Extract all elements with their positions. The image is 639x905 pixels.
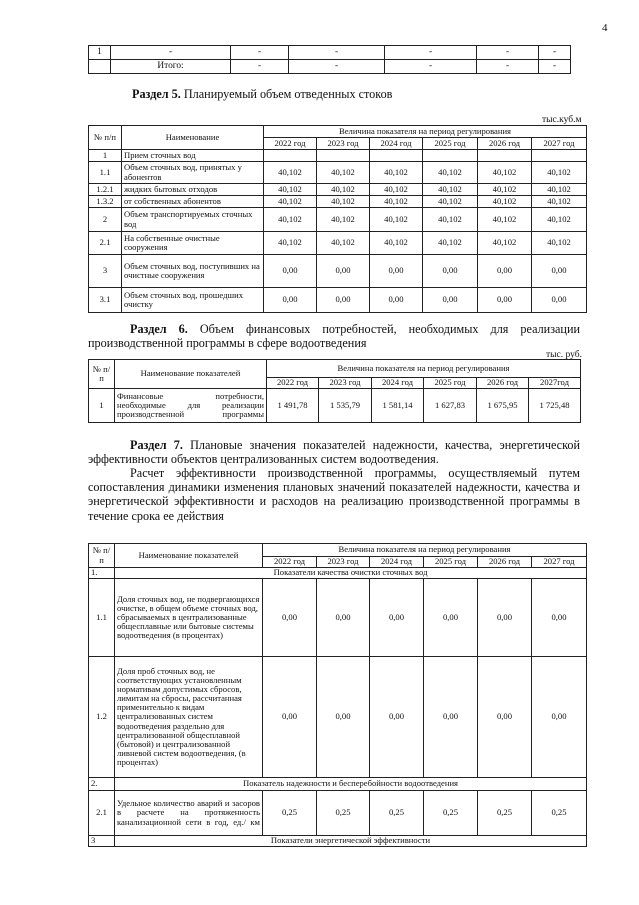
value-cell: 0,00 (532, 288, 587, 313)
value-cell: 40,102 (532, 196, 587, 208)
value-cell: 0,00 (478, 288, 532, 313)
row-name: Объем сточных вод, прошедших очистку (122, 288, 264, 313)
row-number: 1.3.2 (89, 196, 122, 208)
value-cell (317, 150, 370, 162)
value-cell: 0,25 (370, 791, 424, 836)
value-cell: 1 725,48 (529, 389, 581, 423)
value-cell: 0,00 (370, 255, 423, 288)
value-cell (532, 150, 587, 162)
top-continuation-table (88, 45, 571, 74)
value-cell: 0,00 (370, 288, 423, 313)
value-cell: 0,00 (264, 288, 317, 313)
row-number: 1 (89, 46, 111, 60)
year-header: 2025 год (424, 557, 478, 568)
row-name: Объем транспортируемых сточных вод (122, 208, 264, 232)
value-cell: 1 675,95 (477, 389, 529, 423)
value-cell: 40,102 (423, 232, 478, 255)
header-name: Наименование показателей (115, 544, 263, 568)
year-header: 2026 год (477, 378, 529, 389)
row-name: Объем сточных вод, поступивших на очистные сооружения (122, 255, 264, 288)
group-row (89, 836, 587, 847)
year-header: 2024 год (370, 138, 423, 150)
page-number: 4 (602, 22, 608, 34)
group-title: Показатели качества очистки сточных вод (115, 568, 587, 579)
value-cell: 0,00 (424, 657, 478, 778)
row-name: от собственных абонентов (122, 196, 264, 208)
header-num: № п/п (89, 544, 115, 568)
section7-table (88, 543, 587, 847)
group-row (89, 568, 587, 579)
section7-paragraph: Расчет эффективности производственной программы, осуществляемый путем сопоставления динамики изменения плановых значений показателей надежности, качества и энергетической эффективности и расходов на реализацию производственной программы в течение срока ее действия (88, 466, 580, 523)
year-header: 2024 год (370, 557, 424, 568)
value-cell: - (231, 46, 289, 60)
value-cell: 0,00 (532, 657, 587, 778)
value-cell: 1 491,78 (267, 389, 319, 423)
year-header: 2022 год (264, 138, 317, 150)
value-cell: 0,00 (317, 288, 370, 313)
section6-heading (88, 322, 580, 350)
value-cell: - (385, 46, 477, 60)
table-row (89, 196, 587, 208)
row-name: Финансовые потребности, необходимые для реализации производственной программы (115, 389, 267, 423)
value-cell: 40,102 (423, 196, 478, 208)
table-row (89, 791, 587, 836)
row-number: 3.1 (89, 288, 122, 313)
header-num: № п/п (89, 360, 115, 389)
value-cell: 0,00 (478, 255, 532, 288)
row-name: Объем сточных вод, принятых у абонентов (122, 162, 264, 184)
row-number: 2.1 (89, 232, 122, 255)
value-cell: - (289, 60, 385, 74)
value-cell (478, 150, 532, 162)
value-cell: 0,00 (263, 579, 317, 657)
section5-heading (132, 87, 392, 101)
value-cell: 40,102 (264, 208, 317, 232)
year-header: 2027год (529, 378, 581, 389)
value-cell: 0,00 (423, 288, 478, 313)
value-cell: 40,102 (264, 196, 317, 208)
value-cell: 0,00 (317, 255, 370, 288)
value-cell: 40,102 (532, 184, 587, 196)
value-cell: 0,00 (478, 657, 532, 778)
year-header: 2023 год (317, 557, 370, 568)
table-row (89, 232, 587, 255)
value-cell: 40,102 (264, 232, 317, 255)
value-cell: 40,102 (478, 162, 532, 184)
value-cell: 40,102 (264, 162, 317, 184)
header-num: № п/п (89, 126, 122, 150)
row-number: 1.2 (89, 657, 115, 778)
row-name: - (111, 46, 231, 60)
value-cell: 40,102 (370, 232, 423, 255)
value-cell: 40,102 (478, 196, 532, 208)
section5-title: Планируемый объем отведенных стоков (183, 87, 393, 101)
year-header: 2022 год (263, 557, 317, 568)
value-cell: 1 535,79 (319, 389, 372, 423)
header-name: Наименование показателей (115, 360, 267, 389)
value-cell: 0,00 (264, 255, 317, 288)
value-cell: 40,102 (478, 184, 532, 196)
value-cell: 0,00 (424, 579, 478, 657)
value-cell: 0,25 (424, 791, 478, 836)
value-cell: 40,102 (532, 208, 587, 232)
section7-title: Плановые значения показателей надежности, качества, энергетической эффективности объектов централизованных систем водоотведения. (88, 438, 580, 467)
value-cell: 0,00 (317, 657, 370, 778)
row-name: Доля проб сточных вод, не соответствующих установленным нормативам допустимых сбросов, лимитам на сбросы, рассчитанная применительно к видам централизованных систем водоотведения раздельно для централизованной общесплавной (бытовой) и централизованной ливневой систем водоотведения, (в процентах) (115, 657, 263, 778)
group-row (89, 778, 587, 791)
value-cell: 40,102 (264, 184, 317, 196)
value-cell: - (477, 60, 539, 74)
value-cell: 40,102 (532, 162, 587, 184)
value-cell: - (477, 46, 539, 60)
value-cell: 0,25 (317, 791, 370, 836)
value-cell: 1 627,83 (424, 389, 477, 423)
group-number: 1. (89, 568, 115, 579)
value-cell: 40,102 (423, 184, 478, 196)
row-number: 2 (89, 208, 122, 232)
year-header: 2023 год (317, 138, 370, 150)
section5-table (88, 125, 587, 313)
value-cell: 40,102 (370, 184, 423, 196)
table-row (89, 46, 571, 60)
group-number: 2. (89, 778, 115, 791)
header-period: Величина показателя на период регулирования (264, 126, 587, 138)
value-cell: - (289, 46, 385, 60)
table-row (89, 208, 587, 232)
year-header: 2026 год (478, 138, 532, 150)
table-row (89, 184, 587, 196)
year-header: 2027 год (532, 138, 587, 150)
value-cell: 0,00 (532, 579, 587, 657)
value-cell: 40,102 (317, 208, 370, 232)
section6-unit: тыс. руб. (546, 350, 582, 360)
table-row (89, 389, 581, 423)
row-name: Доля сточных вод, не подвергающихся очистке, в общем объеме сточных вод, сбрасываемых в централизованные общесплавные или бытовые системы водоотведения (в процентах) (115, 579, 263, 657)
year-header: 2022 год (267, 378, 319, 389)
group-title: Показатели энергетической эффективности (115, 836, 587, 847)
section6-label: Раздел 6. (130, 322, 188, 336)
table-row (89, 162, 587, 184)
year-header: 2026 год (478, 557, 532, 568)
row-number: 1 (89, 150, 122, 162)
header-period: Величина показателя на период регулирования (263, 544, 587, 557)
value-cell: 40,102 (370, 162, 423, 184)
header-name: Наименование (122, 126, 264, 150)
value-cell: - (385, 60, 477, 74)
row-number: 1.1 (89, 162, 122, 184)
total-label: Итого: (111, 60, 231, 74)
value-cell: 0,00 (478, 579, 532, 657)
value-cell: 0,00 (370, 579, 424, 657)
value-cell: 40,102 (423, 208, 478, 232)
value-cell: 40,102 (317, 232, 370, 255)
group-title: Показатель надежности и бесперебойности водоотведения (115, 778, 587, 791)
row-number: 1 (89, 389, 115, 423)
year-header: 2024 год (372, 378, 424, 389)
value-cell: - (231, 60, 289, 74)
section7-label: Раздел 7. (130, 438, 183, 452)
table-row (89, 150, 587, 162)
value-cell: 40,102 (317, 196, 370, 208)
row-name: Прием сточных вод (122, 150, 264, 162)
value-cell: 40,102 (370, 208, 423, 232)
value-cell: 0,25 (532, 791, 587, 836)
value-cell: 0,25 (263, 791, 317, 836)
value-cell: 0,00 (370, 657, 424, 778)
row-number: 3 (89, 255, 122, 288)
value-cell: 0,00 (317, 579, 370, 657)
value-cell: 40,102 (532, 232, 587, 255)
value-cell: 0,00 (263, 657, 317, 778)
value-cell: 40,102 (317, 184, 370, 196)
group-number: 3 (89, 836, 115, 847)
total-row (89, 60, 571, 74)
value-cell: 1 581,14 (372, 389, 424, 423)
value-cell (264, 150, 317, 162)
table-row (89, 288, 587, 313)
row-name: жидких бытовых отходов (122, 184, 264, 196)
value-cell: 0,25 (478, 791, 532, 836)
table-row (89, 657, 587, 778)
header-period: Величина показателя на период регулирования (267, 360, 581, 378)
value-cell (370, 150, 423, 162)
section6-table (88, 359, 581, 423)
value-cell: 40,102 (478, 208, 532, 232)
row-number: 2.1 (89, 791, 115, 836)
row-number: 1.2.1 (89, 184, 122, 196)
row-name: На собственные очистные сооружения (122, 232, 264, 255)
section5-label: Раздел 5. (132, 87, 181, 101)
value-cell: 0,00 (532, 255, 587, 288)
table-row (89, 255, 587, 288)
value-cell: 40,102 (317, 162, 370, 184)
section6-title: Объем финансовых потребностей, необходимых для реализации производственной программы в сфере водоотведения (88, 322, 580, 351)
section5-unit: тыс.куб.м (542, 115, 582, 125)
value-cell: 0,00 (423, 255, 478, 288)
value-cell: - (539, 60, 571, 74)
table-row (89, 579, 587, 657)
value-cell: 40,102 (370, 196, 423, 208)
year-header: 2027 год (532, 557, 587, 568)
value-cell (423, 150, 478, 162)
value-cell: 40,102 (423, 162, 478, 184)
section7-heading (88, 438, 580, 466)
year-header: 2025 год (423, 138, 478, 150)
row-name: Удельное количество аварий и засоров в расчете на протяженность канализационной сети в год, ед./ км (115, 791, 263, 836)
value-cell: 40,102 (478, 232, 532, 255)
year-header: 2023 год (319, 378, 372, 389)
year-header: 2025 год (424, 378, 477, 389)
value-cell: - (539, 46, 571, 60)
row-number: 1.1 (89, 579, 115, 657)
